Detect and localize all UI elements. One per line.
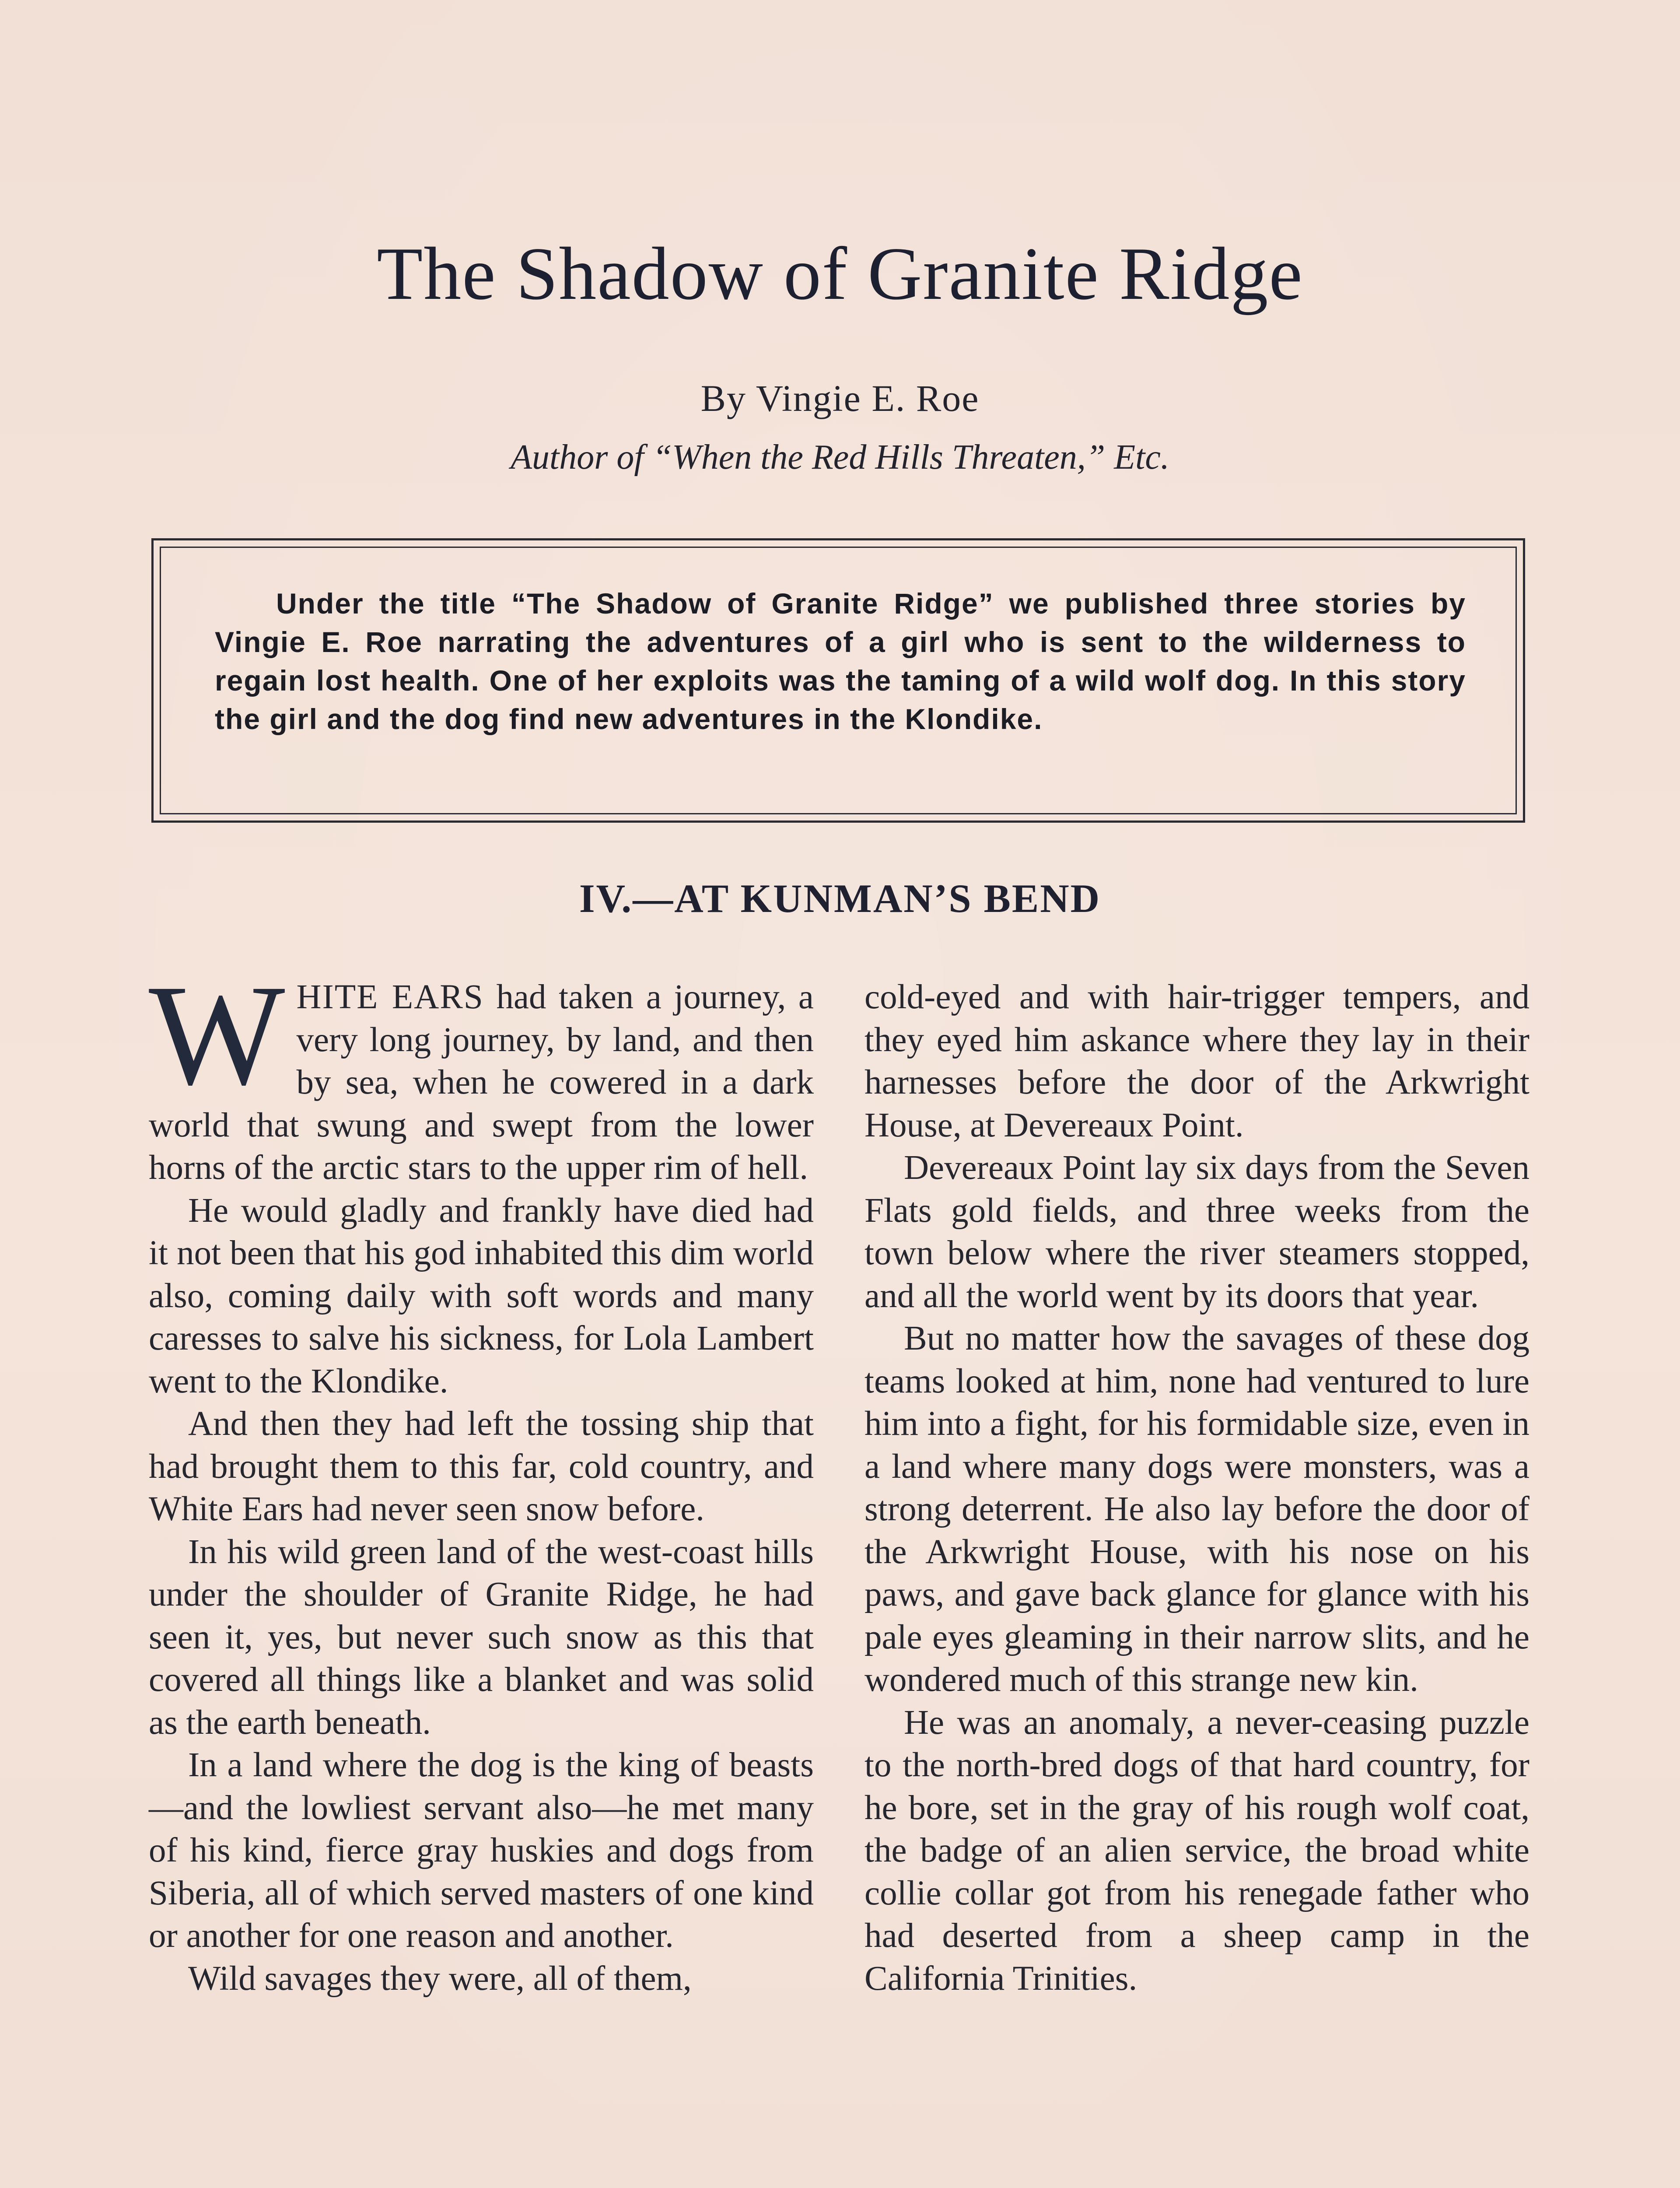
chapter-heading: IV.—AT KUNMAN’S BEND (579, 876, 1101, 921)
left-column (149, 955, 814, 2000)
paragraph: But no matter how the savages of these dog teams looked at him, none had ventured to lure him into a fight, for his formidable size, even in a land where many dogs were monsters, was a strong deterrent. He also lay before the door of the Arkwright House, with his nose on his paws, and gave back glance for glance with his pale eyes gleaming in their narrow slits, and he wondered much of this strange new kin. (864, 1319, 1530, 1699)
opening-text: had taken a journey, a very long journey, by land, and then by sea, when he cowered in a dark world that swung and swept from the lower horns of the arctic stars to the upper rim of hell. (149, 978, 814, 1187)
right-column (864, 976, 1530, 2000)
story-title: The Shadow of Granite Ridge (377, 232, 1303, 316)
author-note: Author of “When the Red Hills Threaten,” Etc. (511, 438, 1169, 477)
paragraph: Wild savages they were, all of them, (188, 1959, 692, 1998)
paragraph-continuation: cold-eyed and with hair-trigger tempers, and they eyed him askance where they lay in their harnesses before the door of the Arkwright House, at Devereaux Point. (864, 978, 1530, 1144)
drop-cap: W (149, 955, 285, 1115)
paragraph: He would gladly and frankly have died had it not been that his god inhabited this dim world also, coming daily with soft words and many caresses to salve his sickness, for Lola Lambert went to the Klondike. (149, 1191, 814, 1400)
paragraph: In a land where the dog is the king of beasts—and the lowliest servant also—he met many of his kind, fierce gray huskies and dogs from Siberia, all of which served masters of one kind or another for one reason and another. (149, 1746, 814, 1955)
paragraph-opening (149, 955, 814, 1189)
byline: By Vingie E. Roe (700, 377, 980, 419)
paragraph: In his wild green land of the west-coast hills under the shoulder of Granite Ridge, he had seen it, yes, but never such snow as this that covered all things like a blanket and was solid as the earth beneath. (149, 1532, 814, 1742)
intro-text: Under the title “The Shadow of Granite Ridge” we published three stories by Vingie E. Roe narrating the adventures of a girl who is sent to the wilderness to regain lost health. One of her exploits was the taming of a wild wolf dog. In this story the girl and the dog find new adventures in the Klondike. (215, 587, 1466, 735)
paragraph: And then they had left the tossing ship that had brought them to this far, cold country, and White Ears had never seen snow before. (149, 1405, 814, 1528)
intro-box (151, 538, 1525, 823)
paragraph: He was an anomaly, a never-ceasing puzzle to the north-bred dogs of that hard country, for he bore, set in the gray of his rough wolf coat, the badge of an alien service, the broad white collie collar got from his renegade father who had deserted from a sheep camp in the California Trinities. (864, 1703, 1530, 1998)
paragraph: Devereaux Point lay six days from the Seven Flats gold fields, and three weeks from the town below where the river steamers stopped, and all the world went by its doors that year. (864, 1149, 1530, 1315)
opening-words: HITE EARS (296, 978, 484, 1016)
